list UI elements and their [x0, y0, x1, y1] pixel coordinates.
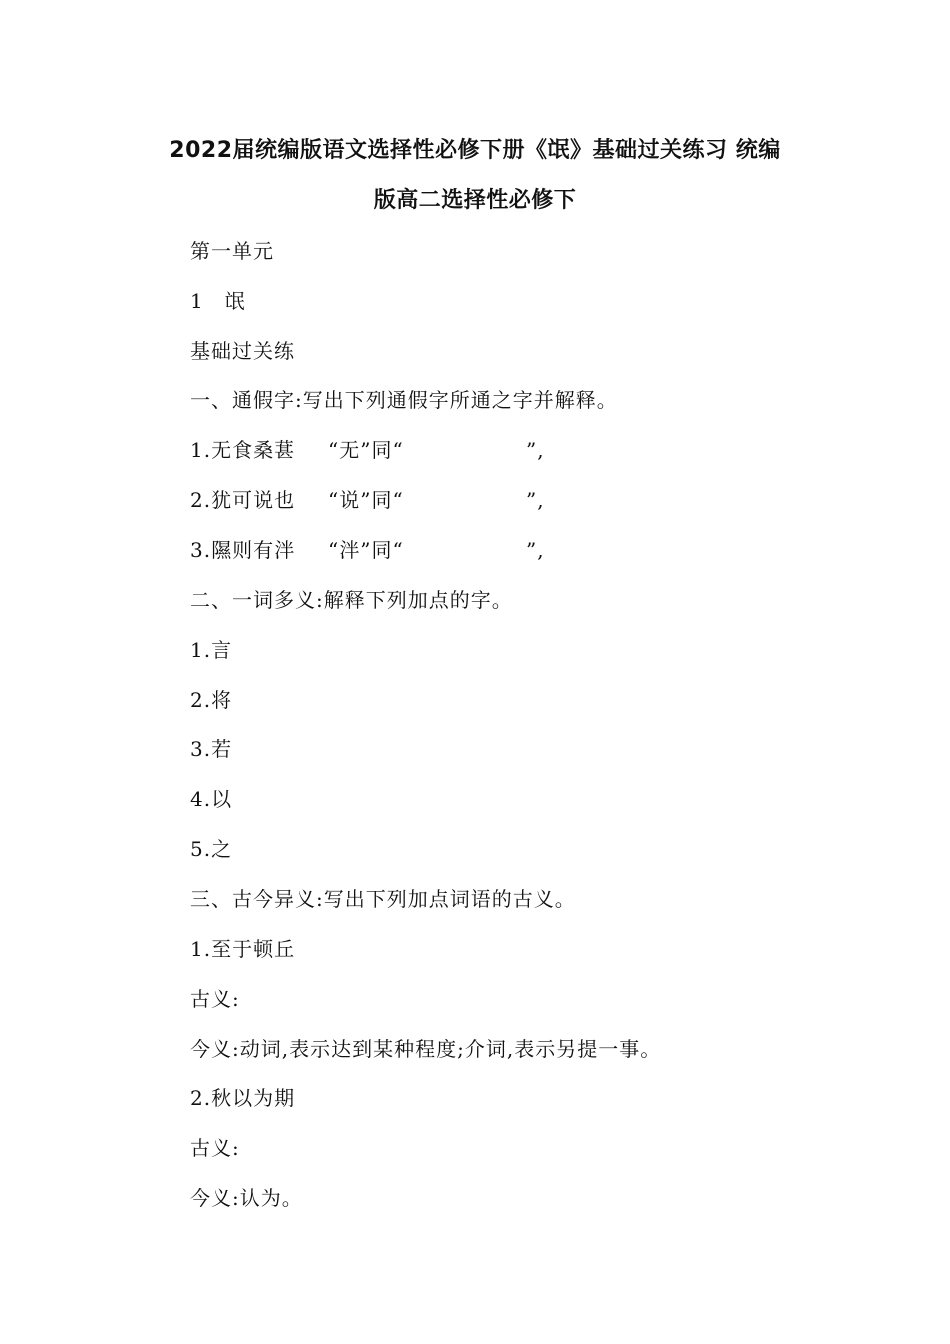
document-title-line-2: 版高二选择性必修下	[373, 188, 577, 213]
unit-heading: 第一单元	[190, 239, 274, 263]
tongjia-phrase: 2.犹可说也	[190, 488, 296, 512]
polysemy-item-1: 1.言	[190, 638, 233, 662]
guyi-item-2-phrase: 2.秋以为期	[190, 1086, 296, 1110]
guyi-item-2-ancient: 古义:	[190, 1136, 240, 1160]
guyi-item-1-modern: 今义:动词,表示达到某种程度;介词,表示另提一事。	[190, 1037, 662, 1061]
tongjia-question: “无”同“	[328, 438, 404, 462]
tongjia-close: ”,	[526, 488, 545, 512]
section-3-heading: 三、古今异义:写出下列加点词语的古义。	[190, 887, 576, 911]
section-2-heading: 二、一词多义:解释下列加点的字。	[190, 588, 513, 612]
section-label: 基础过关练	[190, 339, 295, 363]
guyi-item-1-ancient: 古义:	[190, 987, 240, 1011]
polysemy-item-4: 4.以	[190, 787, 233, 811]
tongjia-phrase: 1.无食桑葚	[190, 438, 296, 462]
tongjia-question: “说”同“	[328, 488, 404, 512]
tongjia-close: ”,	[526, 538, 545, 562]
section-1-heading: 一、通假字:写出下列通假字所通之字并解释。	[190, 388, 618, 412]
tongjia-item-1	[190, 437, 590, 463]
polysemy-item-3: 3.若	[190, 737, 233, 761]
tongjia-question: “泮”同“	[328, 538, 404, 562]
lesson-heading: 1 氓	[190, 289, 246, 313]
polysemy-item-2: 2.将	[190, 688, 233, 712]
tongjia-close: ”,	[526, 438, 545, 462]
tongjia-item-2	[190, 487, 590, 513]
tongjia-item-3	[190, 537, 590, 563]
document-title-line-1: 2022届统编版语文选择性必修下册《氓》基础过关练习 统编	[169, 138, 781, 163]
guyi-item-2-modern: 今义:认为。	[190, 1186, 303, 1210]
polysemy-item-5: 5.之	[190, 837, 233, 861]
guyi-item-1-phrase: 1.至于顿丘	[190, 937, 296, 961]
tongjia-phrase: 3.隰则有泮	[190, 538, 296, 562]
